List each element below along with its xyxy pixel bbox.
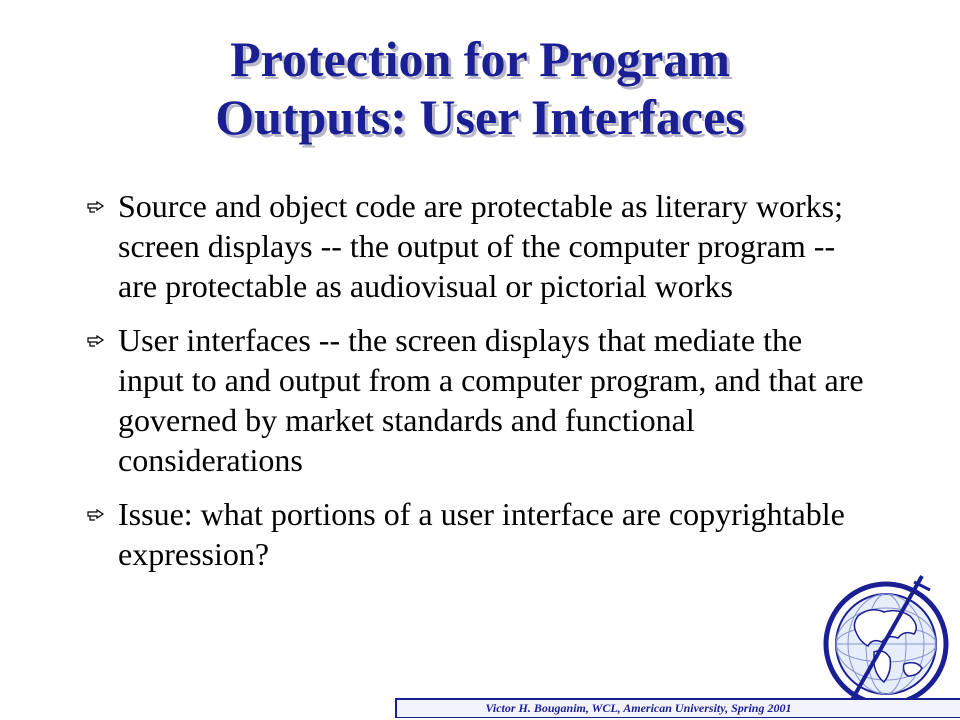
bullet-item bbox=[86, 494, 866, 574]
pointing-hand-icon bbox=[86, 197, 106, 217]
bullet-text: Source and object code are protectable as literary works; screen displays -- the output of the computer program -- are protectable as audiovisual or pictorial works bbox=[118, 188, 844, 304]
footer-bar bbox=[395, 698, 960, 718]
bullet-text: Issue: what portions of a user interface are copyrightable expression? bbox=[118, 496, 845, 572]
pointing-hand-icon bbox=[86, 331, 106, 351]
footer-credit: Victor H. Bouganim, WCL, American University, Spring 2001 bbox=[485, 701, 792, 715]
bullet-list bbox=[86, 186, 866, 588]
bullet-text: User interfaces -- the screen displays that mediate the input to and output from a computer program, and that are governed by market standards and functional considerations bbox=[118, 322, 864, 478]
title-line-2: Outputs: User Interfaces bbox=[215, 89, 745, 145]
pointing-hand-icon bbox=[86, 505, 106, 525]
slide-title bbox=[0, 30, 960, 146]
bullet-item bbox=[86, 186, 866, 306]
bullet-item bbox=[86, 320, 866, 480]
title-line-1: Protection for Program bbox=[230, 31, 730, 87]
